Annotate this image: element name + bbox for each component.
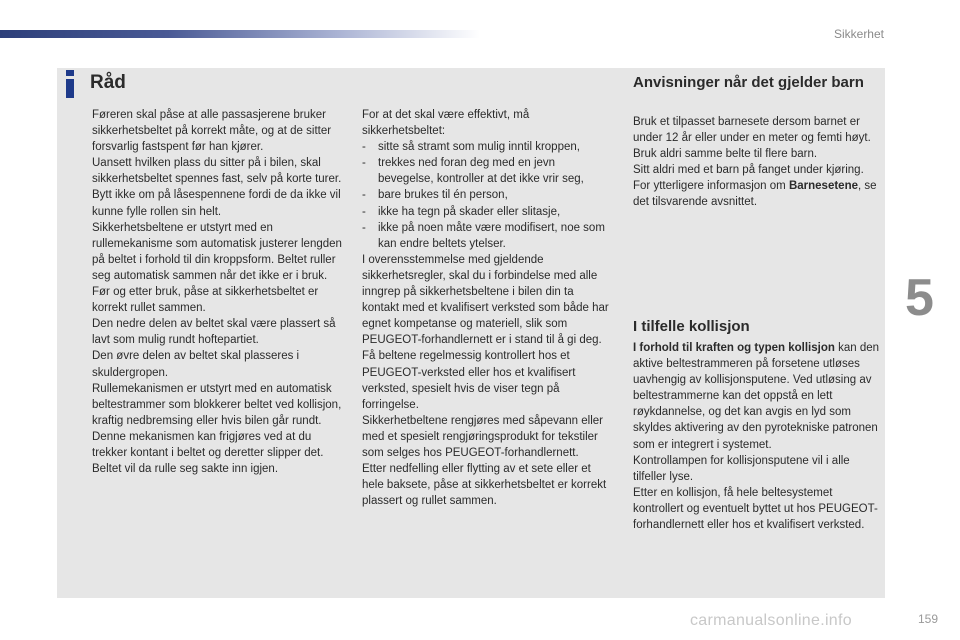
paragraph: Bruk et tilpasset barnesete dersom barnet er under 12 år eller under en meter og femti høyt. [633,116,871,145]
advice-column-1 [92,107,344,477]
list-item: - ikke på noen måte være modifisert, noe som kan endre beltets ytelser. [362,221,605,250]
paragraph: Uansett hvilken plass du sitter på i bilen, skal sikkerhetsbeltet spennes fast, selv på korte turer. [92,157,342,186]
watermark: carmanualsonline.info [690,612,852,629]
paragraph: Kontrollampen for kollisjonsputene vil i alle tilfeller lyse. [633,454,850,483]
child-seats-reference: Barnesetene [788,180,858,193]
paragraph: Bruk aldri samme belte til flere barn. [633,148,818,161]
section-title: Sikkerhet [833,27,884,41]
paragraph: I forhold til kraften og typen kollisjon kan den aktive beltestrammeren på forsetene utløses uavhengig av kollisjonsputene. Ved utløsing av beltestrammerne kan det oppstå en lett røykdannelse, og det kan avgis en lyd som skyldes aktivering av den pyrotekniske patronen som er integrert i systemet. [633,342,880,451]
belt-requirements-list [362,139,612,252]
paragraph: Den øvre delen av beltet skal plasseres i skuldergropen. [92,350,300,379]
collision-heading: I tilfelle kollisjon [633,318,750,335]
paragraph: Føreren skal påse at alle passasjerene bruker sikkerhetsbeltet på korrekt måte, og at de sitter forsvarlig fastspent før han kjører. [92,109,332,154]
advice-column-2 [362,107,612,509]
collision-section [633,340,883,533]
list-item: - sitte så stramt som mulig inntil kroppen, [362,141,580,154]
paragraph: Få beltene regelmessig kontrollert hos et PEUGEOT-verksted eller hos et kvalifisert verksted, spesielt hvis de viser tegn på forringelse. [362,350,576,411]
paragraph: Etter nedfelling eller flytting av et sete eller et hele baksete, påse at sikkerhetsbeltet er korrekt plassert og rullet sammen. [362,463,607,508]
paragraph: Etter en kollisjon, få hele beltesystemet kontrollert og eventuelt byttet ut hos PEUGEOT-forhandlernett eller hos et kvalifisert verksted. [633,486,878,532]
children-heading: Anvisninger når det gjelder barn [633,74,864,91]
paragraph: For ytterligere informasjon om Barnesetene, se det tilsvarende avsnittet. [633,180,877,209]
list-item: - trekkes ned foran deg med en jevn bevegelse, kontroller at det ikke vrir seg, [362,157,584,186]
paragraph: Før og etter bruk, påse at sikkerhetsbeltet er korrekt rullet sammen. [92,286,319,315]
page-number: 159 [917,612,938,626]
list-item: - ikke ha tegn på skader eller slitasje, [362,205,561,218]
list-intro: For at det skal være effektivt, må sikkerhetsbeltet: [362,109,530,138]
info-icon [64,70,76,98]
header-accent-bar [0,30,480,38]
paragraph: Sitt aldri med et barn på fanget under kjøring. [633,164,864,177]
chapter-number: 5 [905,269,934,327]
paragraph: I overensstemmelse med gjeldende sikkerhetsregler, skal du i forbindelse med alle inngrep på sikkerhetsbeltene i bilen din ta kontakt med et kvalifisert verksted som både har egnet kompetanse og materiell, slik som PEUGEOT-forhandlernett er i stand til å gi deg. [362,253,609,347]
list-item: - bare brukes til én person, [362,189,508,202]
paragraph: Den nedre delen av beltet skal være plassert så lavt som mulig rundt hoftepartiet. [92,318,336,347]
paragraph: Sikkerhetsbeltene er utstyrt med en rullemekanisme som automatisk justerer lengden på beltet i forhold til din kroppsform. Beltet ruller seg automatisk sammen når det ikke er i bruk. [92,221,342,282]
advice-heading: Råd [90,72,126,93]
paragraph: Rullemekanismen er utstyrt med en automatisk beltestrammer som blokkerer beltet ved kollisjon, kraftig nedbremsing eller hvis bilen går rundt. Denne mekanismen kan frigjøres ved at du trekker kontant i beltet og deretter slipper det. Beltet vil da rulle seg sakte inn igjen. [92,382,342,476]
paragraph: Sikkerhetbeltene rengjøres med såpevann eller med et spesielt rengjøringsprodukt for tekstiler som selges hos PEUGEOT-forhandlernett. [362,414,603,459]
children-section [633,114,883,211]
paragraph: Bytt ikke om på låsespennene fordi de da ikke vil kunne fylle rollen sin helt. [92,189,341,218]
